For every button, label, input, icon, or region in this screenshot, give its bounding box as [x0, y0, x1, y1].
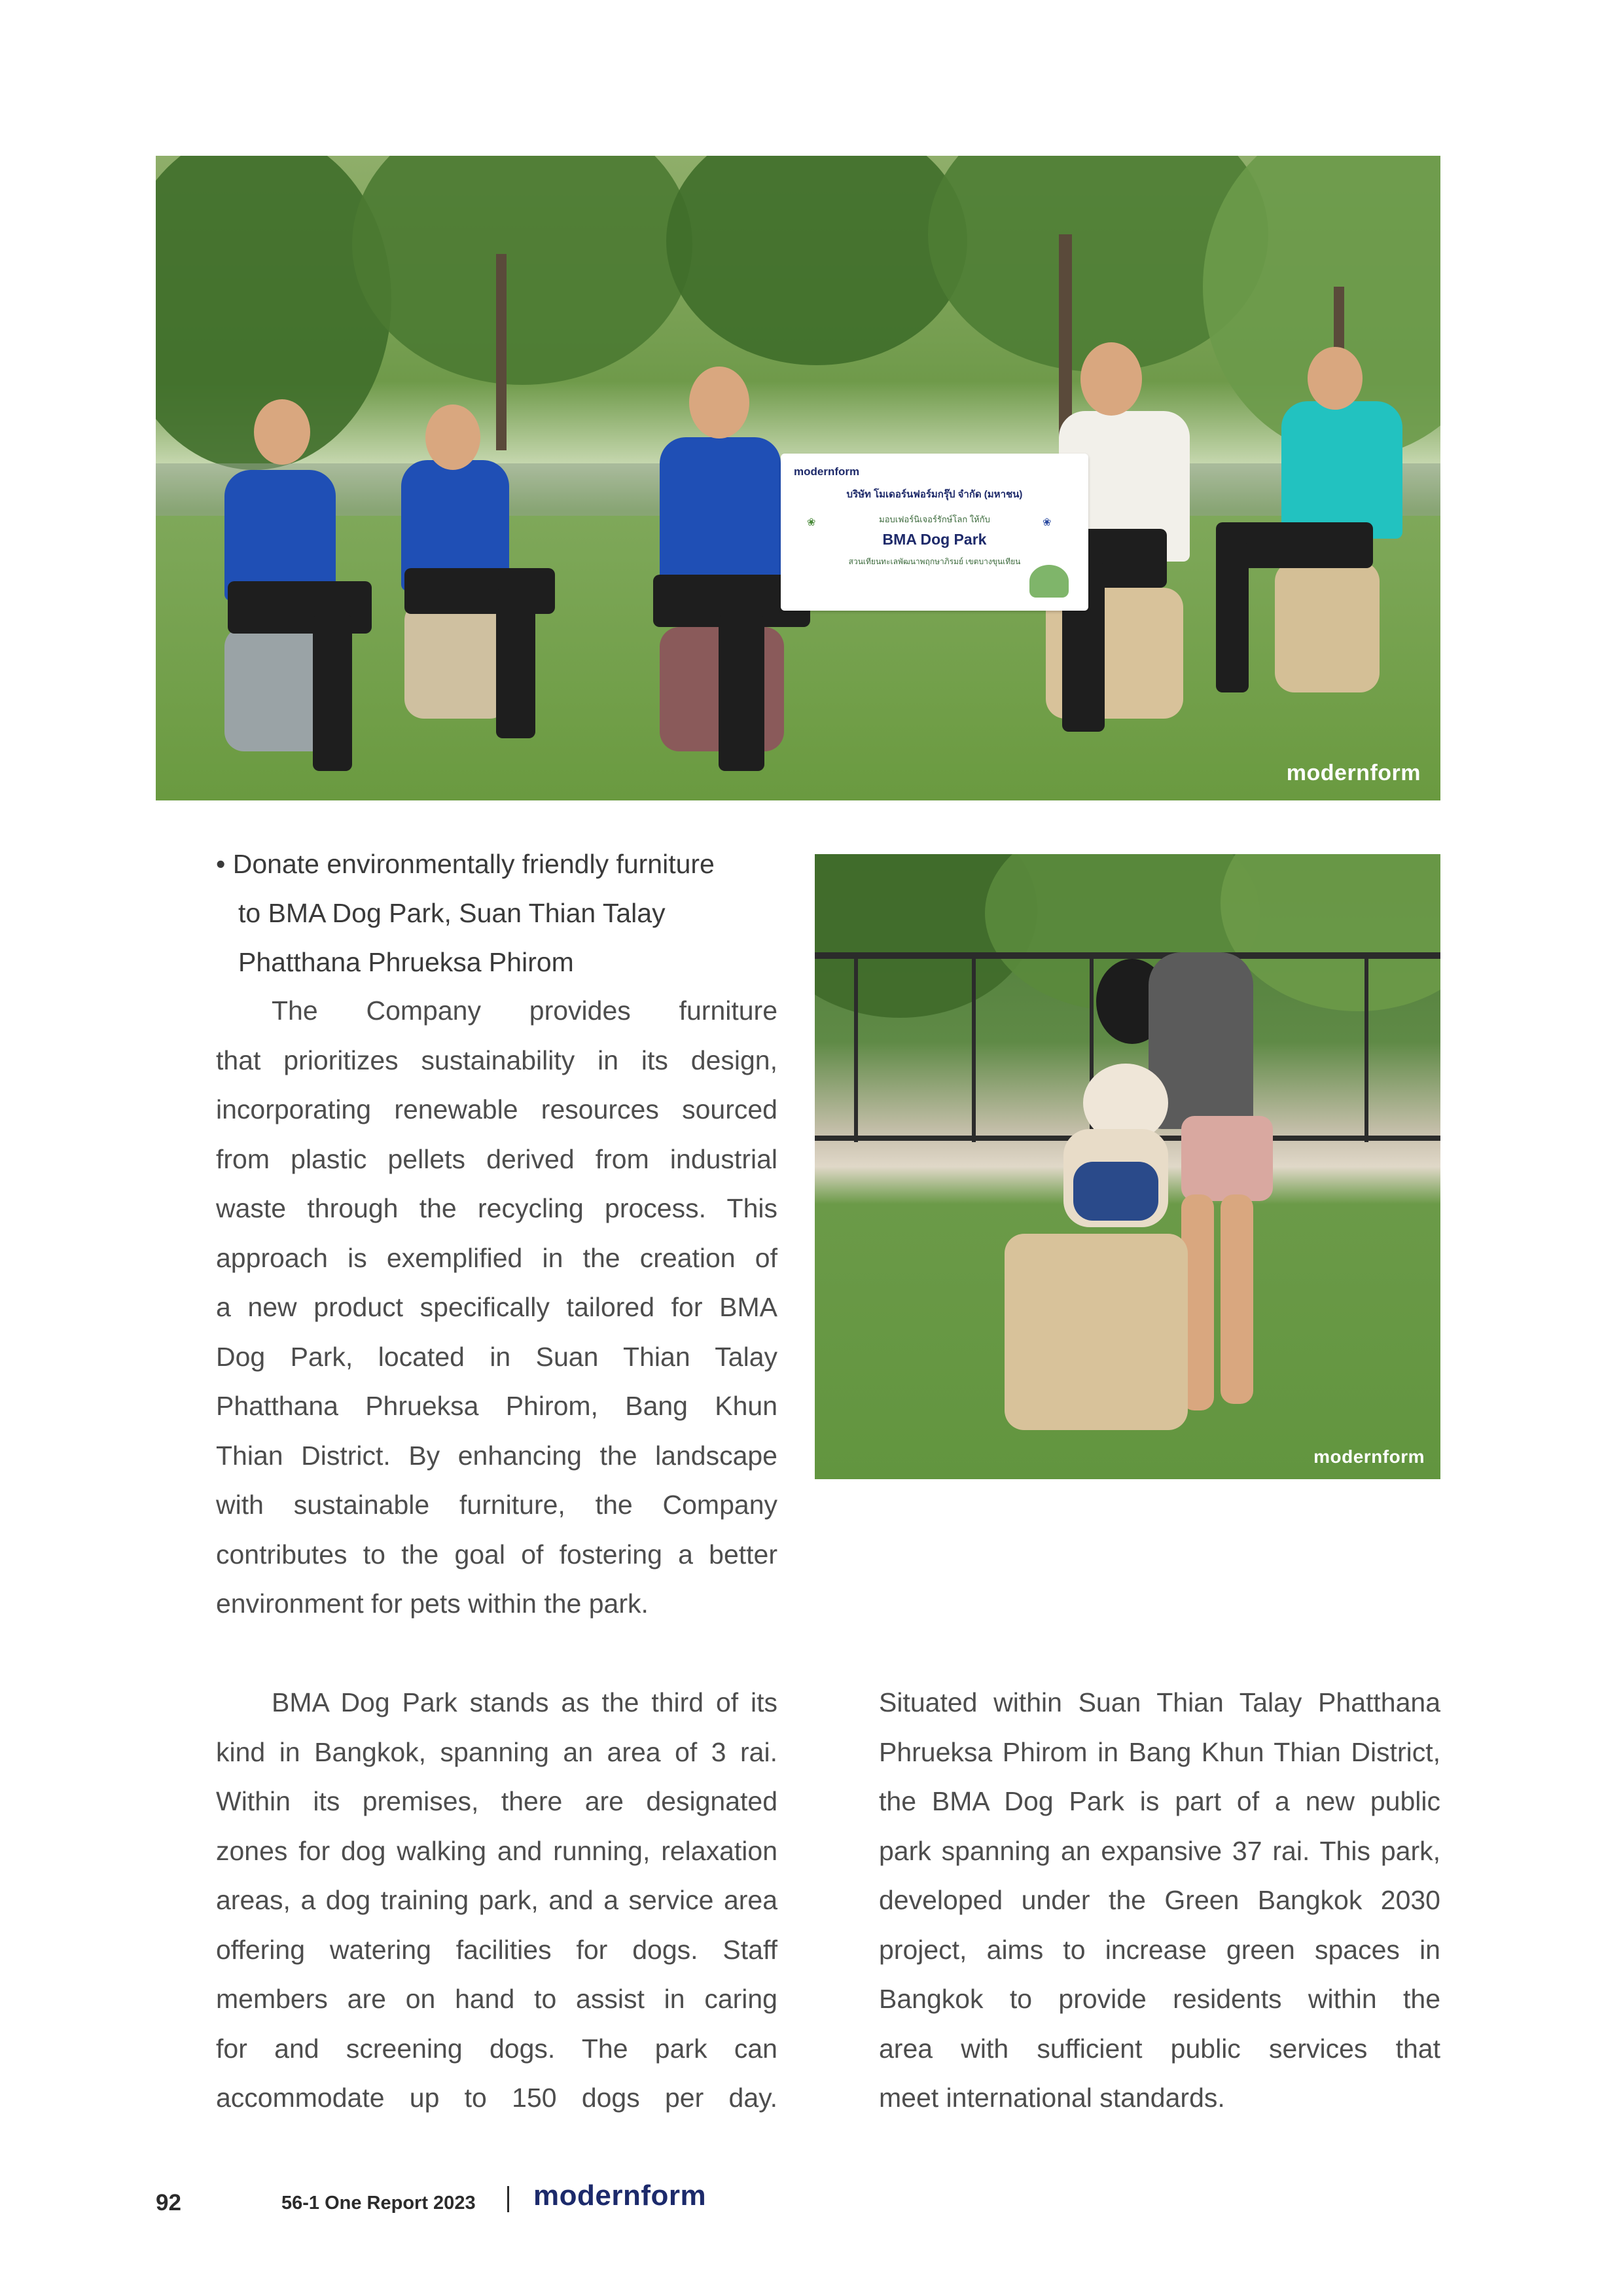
para3-line: meet international standards.: [879, 2083, 1225, 2113]
para1-line: Dog Park, located in Suan Thian Talay: [216, 1341, 777, 1372]
photo-dog-with-furniture: [815, 854, 1440, 1479]
para2-line: areas, a dog training park, and a service area: [216, 1885, 777, 1915]
para2-line: BMA Dog Park stands as the third of its: [272, 1687, 777, 1717]
paragraph-3: [879, 1678, 1440, 2123]
para1-line: environment for pets within the park.: [216, 1588, 649, 1619]
para3-line: Situated within Suan Thian Talay Phatthana: [879, 1687, 1440, 1717]
para2-line: members are on hand to assist in caring: [216, 1984, 777, 2014]
para1-line: contributes to the goal of fostering a better: [216, 1539, 777, 1570]
heading-line-3: Phatthana Phrueksa Phirom: [238, 947, 574, 977]
para1-line: Thian District. By enhancing the landscape: [216, 1440, 777, 1471]
para1-line: from plastic pellets derived from industrial: [216, 1143, 777, 1174]
paragraph-1: [216, 986, 777, 1629]
paragraph-2: [216, 1678, 777, 2123]
para3-line: project, aims to increase green spaces in: [879, 1934, 1440, 1965]
sign-title: BMA Dog Park: [882, 531, 987, 548]
para1-line: incorporating renewable resources sourced: [216, 1094, 777, 1124]
footer-divider: [507, 2186, 509, 2212]
para2-line: accommodate up to 150 dogs per day.: [216, 2083, 777, 2113]
para3-line: area with sufficient public services that: [879, 2033, 1440, 2064]
para3-line: Phrueksa Phirom in Bang Khun Thian District,: [879, 1736, 1440, 1767]
bullet-marker: •: [216, 849, 226, 879]
para1-line: a new product specifically tailored for BMA: [216, 1292, 777, 1322]
para2-line: Within its premises, there are designated: [216, 1786, 777, 1816]
paw-print-icon: ❀: [807, 517, 816, 528]
sign-location: สวนเทียนทะเลพัฒนาพฤกษาภิรมย์ เขตบางขุนเทียน: [848, 557, 1021, 566]
sign-brand: modernform: [794, 465, 860, 478]
para3-line: Bangkok to provide residents within the: [879, 1984, 1440, 2014]
para1-line: The Company provides furniture: [272, 996, 777, 1026]
para3-line: developed under the Green Bangkok 2030: [879, 1885, 1440, 1915]
para2-line: offering watering facilities for dogs. Staff: [216, 1934, 777, 1965]
photo-watermark: modernform: [1313, 1446, 1425, 1467]
tree-illustration-icon: [1029, 565, 1069, 598]
para1-line: Phatthana Phrueksa Phirom, Bang Khun: [216, 1391, 777, 1421]
footer-brand-logo: modernform: [533, 2179, 707, 2212]
para1-line: with sustainable furniture, the Company: [216, 1490, 777, 1520]
page-number: 92: [156, 2190, 181, 2215]
photo-watermark: modernform: [1286, 761, 1421, 785]
para2-line: kind in Bangkok, spanning an area of 3 rai.: [216, 1736, 777, 1767]
para1-line: approach is exemplified in the creation of: [216, 1242, 777, 1273]
para1-line: waste through the recycling process. This: [216, 1193, 777, 1223]
para3-line: the BMA Dog Park is part of a new public: [879, 1786, 1440, 1816]
section-heading: [216, 840, 792, 987]
paw-print-icon: ❀: [1043, 517, 1052, 528]
sign-subtitle: มอบเฟอร์นิเจอร์รักษ์โลก ให้กับ: [879, 514, 990, 524]
donation-sign: [781, 454, 1088, 611]
para1-line: that prioritizes sustainability in its design,: [216, 1045, 777, 1075]
heading-line-1: Donate environmentally friendly furniture: [232, 849, 715, 879]
heading-line-2: to BMA Dog Park, Suan Thian Talay: [238, 898, 666, 928]
report-name: 56-1 One Report 2023: [281, 2193, 476, 2214]
photo-donation-ceremony: [156, 156, 1440, 800]
sign-company-name: บริษัท โมเดอร์นฟอร์มกรุ๊ป จำกัด (มหาชน): [846, 489, 1023, 500]
para2-line: zones for dog walking and running, relaxation: [216, 1835, 777, 1866]
para3-line: park spanning an expansive 37 rai. This park,: [879, 1835, 1440, 1866]
para2-line: for and screening dogs. The park can: [216, 2033, 777, 2064]
